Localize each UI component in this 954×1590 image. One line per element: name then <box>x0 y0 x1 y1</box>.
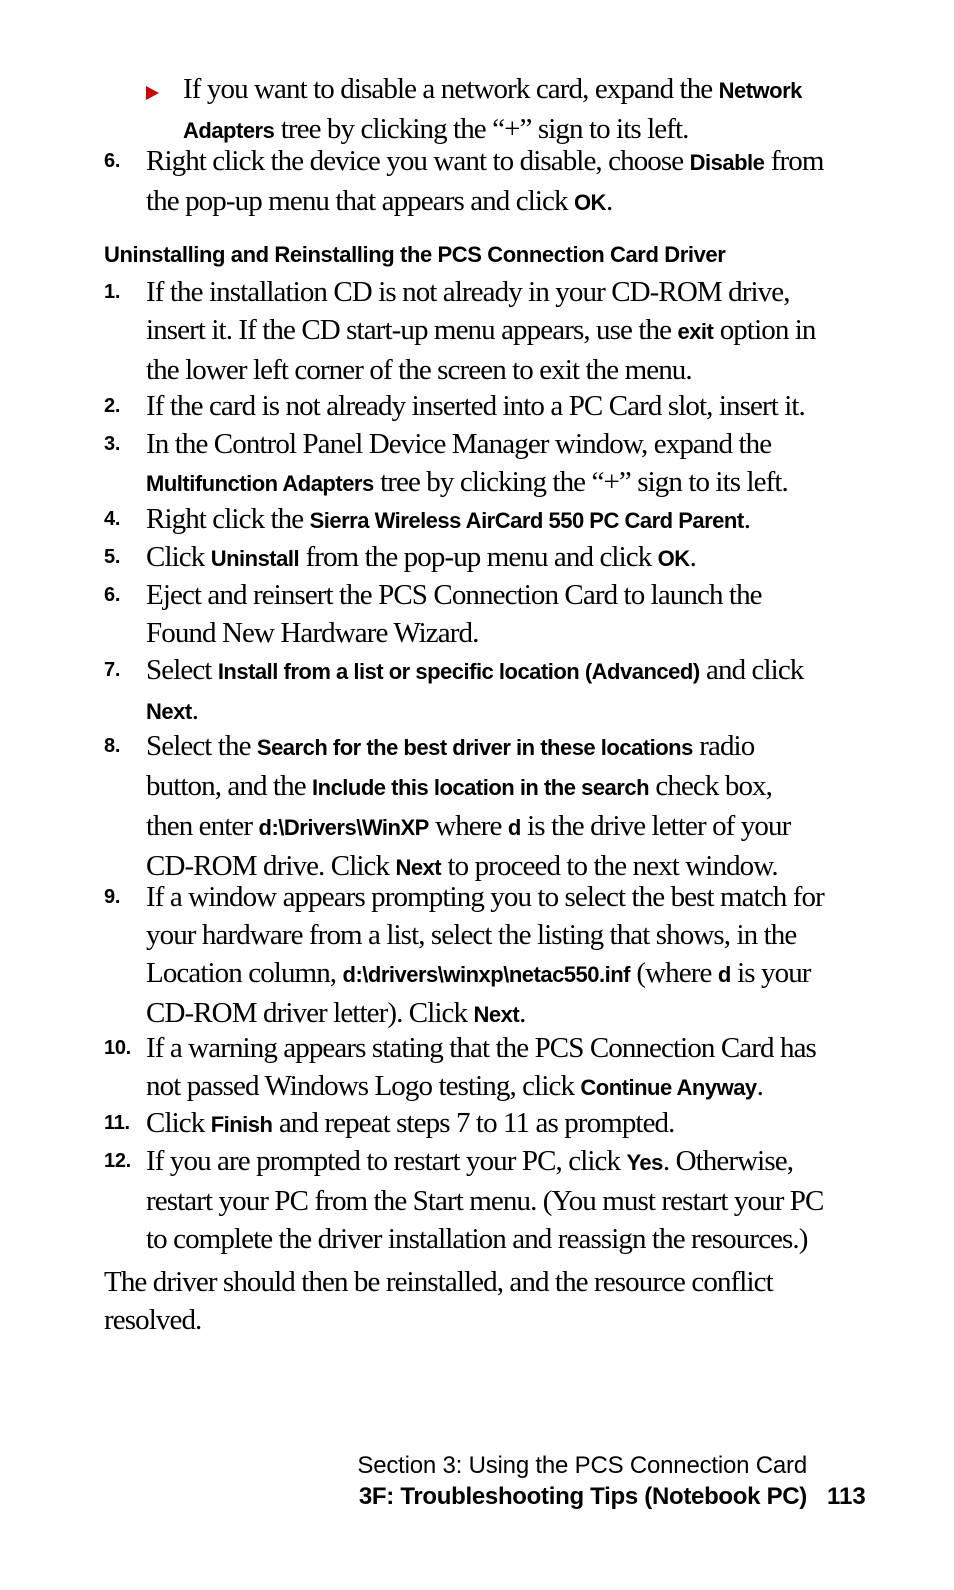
text-run: Right click the device you want to disable, choose <box>146 145 690 177</box>
bold-run: Yes <box>626 1150 663 1175</box>
text-run: check box, then enter <box>146 770 772 842</box>
text-run: Select <box>146 654 218 686</box>
bullet-part-0: If you want to disable a network card, expand the <box>183 73 719 105</box>
text-run: from the pop-up menu that appears and click <box>146 145 824 217</box>
text-run: If a warning appears stating that the PCS Connection Card has not passed Windows Logo testing, click <box>146 1032 816 1102</box>
text-run: option in the lower left corner of the screen to exit the menu. <box>146 314 816 386</box>
text-run: . <box>756 1070 764 1102</box>
step-number: 10. <box>104 1037 131 1059</box>
text-run: . Otherwise, restart your PC from the Start menu. (You must restart your PC to complete the driver installation and reassign the resources.) <box>146 1145 824 1255</box>
step-number: 11. <box>104 1112 130 1134</box>
text-run: Eject and reinsert the PCS Connection Card to launch the Found New Hardware Wizard. <box>146 579 762 649</box>
step-number: 3. <box>104 433 121 455</box>
text-run: to proceed to the next window. <box>441 850 778 882</box>
bold-run: Continue Anyway <box>580 1075 757 1100</box>
step-text <box>146 1029 824 1107</box>
step-8 <box>104 727 824 887</box>
text-run: Right click the <box>146 503 310 535</box>
text-run: (where <box>630 957 718 989</box>
text-run: where <box>428 810 508 842</box>
text-run: . <box>191 694 199 726</box>
bold-run: Next <box>146 699 192 724</box>
bold-run: Include this location in the search <box>312 775 650 800</box>
text-run: If the installation CD is not already in your CD-ROM drive, insert it. If the CD start-up menu appears, use the <box>146 276 790 346</box>
bold-run: OK <box>657 546 690 571</box>
step-5 <box>104 538 824 578</box>
text-run: Click <box>146 541 211 573</box>
step-text <box>146 651 824 731</box>
bold-run: OK <box>573 190 606 215</box>
step-text <box>146 538 824 578</box>
step-10 <box>104 1029 824 1107</box>
step-number: 8. <box>104 735 121 757</box>
step-6 <box>104 576 824 652</box>
text-run: radio button, and the <box>146 730 755 802</box>
step-1 <box>104 273 824 389</box>
text-run: and click <box>699 654 804 686</box>
text-run: tree by clicking the “+” sign to its left. <box>373 466 788 498</box>
footer-section-title: Section 3: Using the PCS Connection Card <box>357 1452 807 1479</box>
text-run: . <box>743 503 751 535</box>
step-text <box>146 878 824 1034</box>
step-7 <box>104 651 824 731</box>
bold-run: d:\Drivers\WinXP <box>258 815 429 840</box>
step-number: 6. <box>104 584 121 606</box>
footer-chapter-title: 3F: Troubleshooting Tips (Notebook PC) <box>358 1483 807 1510</box>
section-heading: Uninstalling and Reinstalling the PCS Connection Card Driver <box>104 242 726 267</box>
step-text <box>146 425 824 503</box>
step-number: 1. <box>104 281 121 303</box>
text-run: If you are prompted to restart your PC, click <box>146 1145 627 1177</box>
text-run: Select the <box>146 730 257 762</box>
bold-run: d <box>507 815 521 840</box>
step-number: 9. <box>104 886 121 908</box>
text-run: from the pop-up menu and click <box>299 541 658 573</box>
text-run: and repeat steps 7 to 11 as prompted. <box>272 1107 675 1139</box>
text-run: . <box>605 185 613 217</box>
step-number: 6. <box>104 150 121 172</box>
bullet-arrow-icon <box>146 86 159 100</box>
step-3 <box>104 425 824 503</box>
bold-run: Uninstall <box>210 546 300 571</box>
bold-run: Search for the best driver in these locations <box>256 735 693 760</box>
step-text <box>146 387 824 425</box>
bullet-bold-network-adapters: Network Adapters <box>183 78 802 143</box>
step-4 <box>104 500 824 540</box>
step-9 <box>104 878 824 1034</box>
text-run: If a window appears prompting you to select the best match for your hardware from a list, select the listing that shows, in the Location column, <box>146 881 824 989</box>
step-2 <box>104 387 824 425</box>
bold-run: Install from a list or specific location (Advanced) <box>217 659 700 684</box>
bold-run: Next <box>395 855 442 880</box>
text-run: is your CD-ROM driver letter). Click <box>146 957 811 1029</box>
bold-run: d <box>717 962 731 987</box>
bold-run: d:\drivers\winxp\netac550.inf <box>342 962 630 987</box>
bold-run: Finish <box>210 1112 273 1137</box>
text-run: In the Control Panel Device Manager window, expand the <box>146 428 772 460</box>
bold-run: Multifunction Adapters <box>146 471 374 496</box>
step-number: 4. <box>104 508 121 530</box>
bold-run: Disable <box>689 150 765 175</box>
closing-paragraph: The driver should then be reinstalled, and the resource conflict resolved. <box>104 1266 773 1336</box>
bold-run: exit <box>677 319 714 344</box>
bold-run: Sierra Wireless AirCard 550 PC Card Parent <box>309 508 744 533</box>
step-12 <box>104 1142 824 1258</box>
step-number: 12. <box>104 1150 131 1172</box>
text-run: . <box>689 541 697 573</box>
text-run: If the card is not already inserted into a PC Card slot, insert it. <box>146 390 805 422</box>
step-text <box>146 727 824 887</box>
bold-run: Next <box>473 1002 520 1027</box>
bullet-part-2: tree by clicking the “+” sign to its left. <box>274 113 689 145</box>
text-run: Click <box>146 1107 211 1139</box>
bullet-item <box>146 70 846 150</box>
step-text <box>146 500 824 540</box>
step-text <box>146 1142 824 1258</box>
text-run: is the drive letter of your CD-ROM drive. Click <box>146 810 791 882</box>
step-text <box>146 142 824 222</box>
bullet-text <box>183 70 846 150</box>
step-number: 2. <box>104 395 121 417</box>
step-text <box>146 1104 824 1144</box>
step-text <box>146 576 824 652</box>
step-a-6 <box>104 142 824 222</box>
text-run: . <box>519 997 526 1029</box>
step-11 <box>104 1104 824 1144</box>
step-number: 5. <box>104 546 121 568</box>
step-text <box>146 273 824 389</box>
page-number: 113 <box>827 1483 866 1510</box>
step-number: 7. <box>104 659 121 681</box>
